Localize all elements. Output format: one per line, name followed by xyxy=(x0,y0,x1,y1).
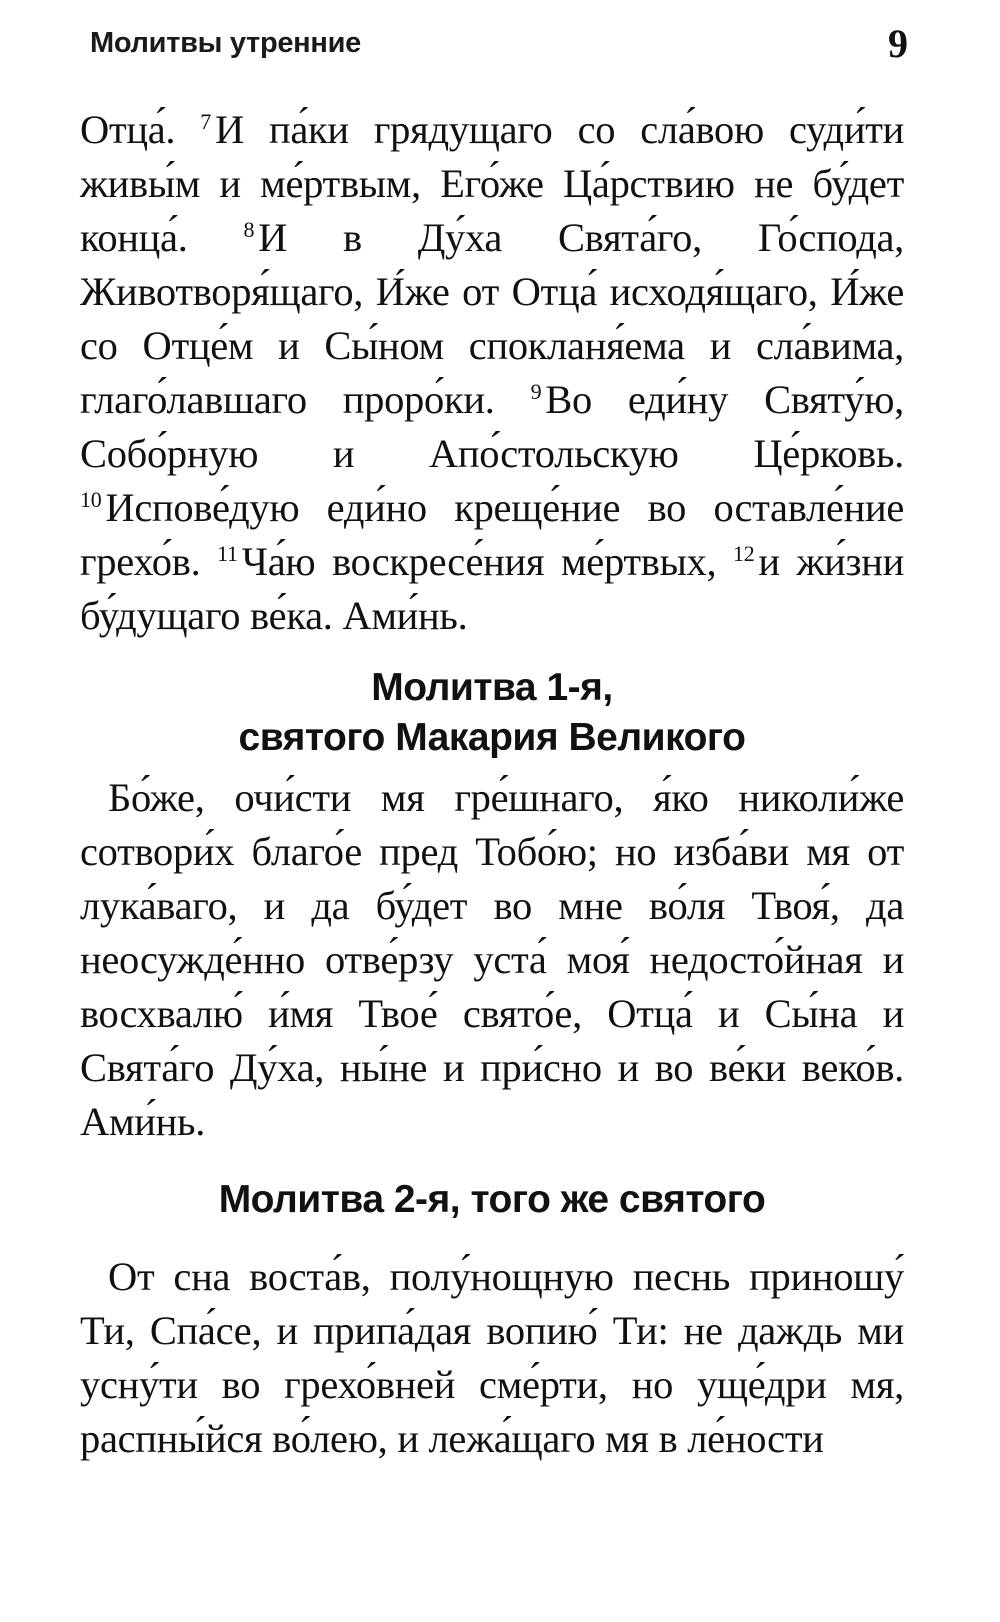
creed-segment: Испове́дую еди́но креще́ние во оставле́ние грехо́в. xyxy=(80,485,904,584)
verse-number: 7 xyxy=(200,109,211,134)
verse-number: 9 xyxy=(530,379,542,404)
verse-number: 11 xyxy=(217,541,238,566)
verse-number: 8 xyxy=(243,217,255,242)
creed-segment: И в Ду́ха Свята́го, Го́спода, Животворя́щаго, И́же от Отца́ исходя́щаго, И́же со Отце́м и Сы́ном спокланя́ема и сла́вима, глаго́лавшаго проро́ки. xyxy=(80,215,904,422)
verse-number: 12 xyxy=(733,541,755,566)
prayer-2-text: От сна воста́в, полу́нощную песнь приношу́ Ти, Спа́се, и припа́дая вопию́ Ти: не даждь ми усну́ти во грехо́вней сме́рти, но уще́дри мя, распны́йся во́лею, и лежа́щаго мя в ле́ности xyxy=(80,1254,904,1461)
creed-segment: Во еди́ну Святу́ю, Собо́рную и Апо́стольскую Це́рковь. xyxy=(80,377,905,476)
prayer-1-heading-line-1: Молитва 1-я, xyxy=(371,666,613,709)
creed-segment: Ча́ю воскресе́ния ме́ртвых, xyxy=(241,539,717,584)
running-title: Молитвы утренние xyxy=(90,26,361,59)
prayer-2-heading: Молитва 2-я, того же святого xyxy=(218,1178,766,1221)
page-number: 9 xyxy=(888,20,908,66)
prayer-1-heading-line-2: святого Макария Великого xyxy=(238,716,746,759)
page-header xyxy=(90,18,908,68)
creed-segment: и жи́зни бу́дущаго ве́ка. Ами́нь. xyxy=(80,539,905,638)
prayer-1-text: Бо́же, очи́сти мя гре́шнаго, я́ко николи́же сотвори́х благо́е пред Тобо́ю; но изба́ви мя от лука́ваго, и да бу́дет во мне во́ля Твоя́, да неосужде́нно отве́рзу уста́ моя́ недосто́йная и восхвалю́ и́мя Твое́ свято́е, Отца́ и Сы́на и Свята́го Ду́ха, ны́не и при́сно и во ве́ки веко́в. Ами́нь. xyxy=(80,775,904,1144)
creed-segment: Отца́. xyxy=(80,107,176,152)
verse-number: 10 xyxy=(80,487,102,512)
creed-text xyxy=(80,103,904,643)
prayer-1-heading xyxy=(80,663,904,763)
creed-segment: И па́ки грядущаго со сла́вою суди́ти живы́м и ме́ртвым, Его́же Ца́рствию не бу́дет конца́. xyxy=(80,107,904,260)
